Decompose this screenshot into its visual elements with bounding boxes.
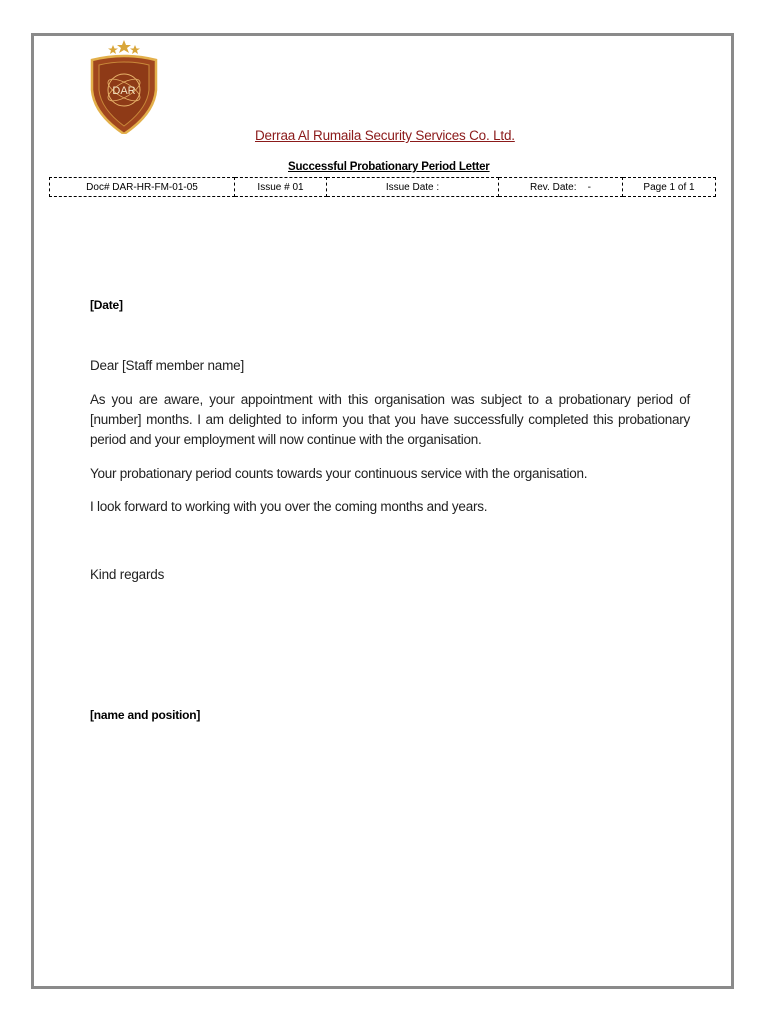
document-control-table xyxy=(49,177,716,197)
letter-closing: Kind regards xyxy=(90,567,165,582)
issue-date-cell: Issue Date : xyxy=(327,178,499,197)
letter-date: [Date] xyxy=(90,298,123,312)
stars-icon xyxy=(108,40,140,54)
page-number-cell: Page 1 of 1 xyxy=(623,178,716,197)
document-title: Successful Probationary Period Letter xyxy=(288,161,490,173)
letter-paragraph-2: Your probationary period counts towards your continuous service with the organisation. xyxy=(90,466,588,481)
letter-paragraph-3: I look forward to working with you over the coming months and years. xyxy=(90,499,488,514)
company-name: Derraa Al Rumaila Security Services Co. Ltd. xyxy=(255,128,515,143)
letter-paragraph-1: As you are aware, your appointment with this organisation was subject to a probationary period of [number] months. I am delighted to inform you that you have successfully completed this probationary period and your employment will now continue with the organisation. xyxy=(90,392,690,447)
letter-salutation: Dear [Staff member name] xyxy=(90,358,245,373)
letter-signature: [name and position] xyxy=(90,708,201,722)
issue-number-cell: Issue # 01 xyxy=(235,178,327,197)
svg-text:DAR: DAR xyxy=(112,85,136,97)
doc-number-cell: Doc# DAR-HR-FM-01-05 xyxy=(50,178,235,197)
rev-date-cell: Rev. Date: - xyxy=(499,178,623,197)
company-logo xyxy=(86,38,162,134)
table-row xyxy=(50,178,716,197)
